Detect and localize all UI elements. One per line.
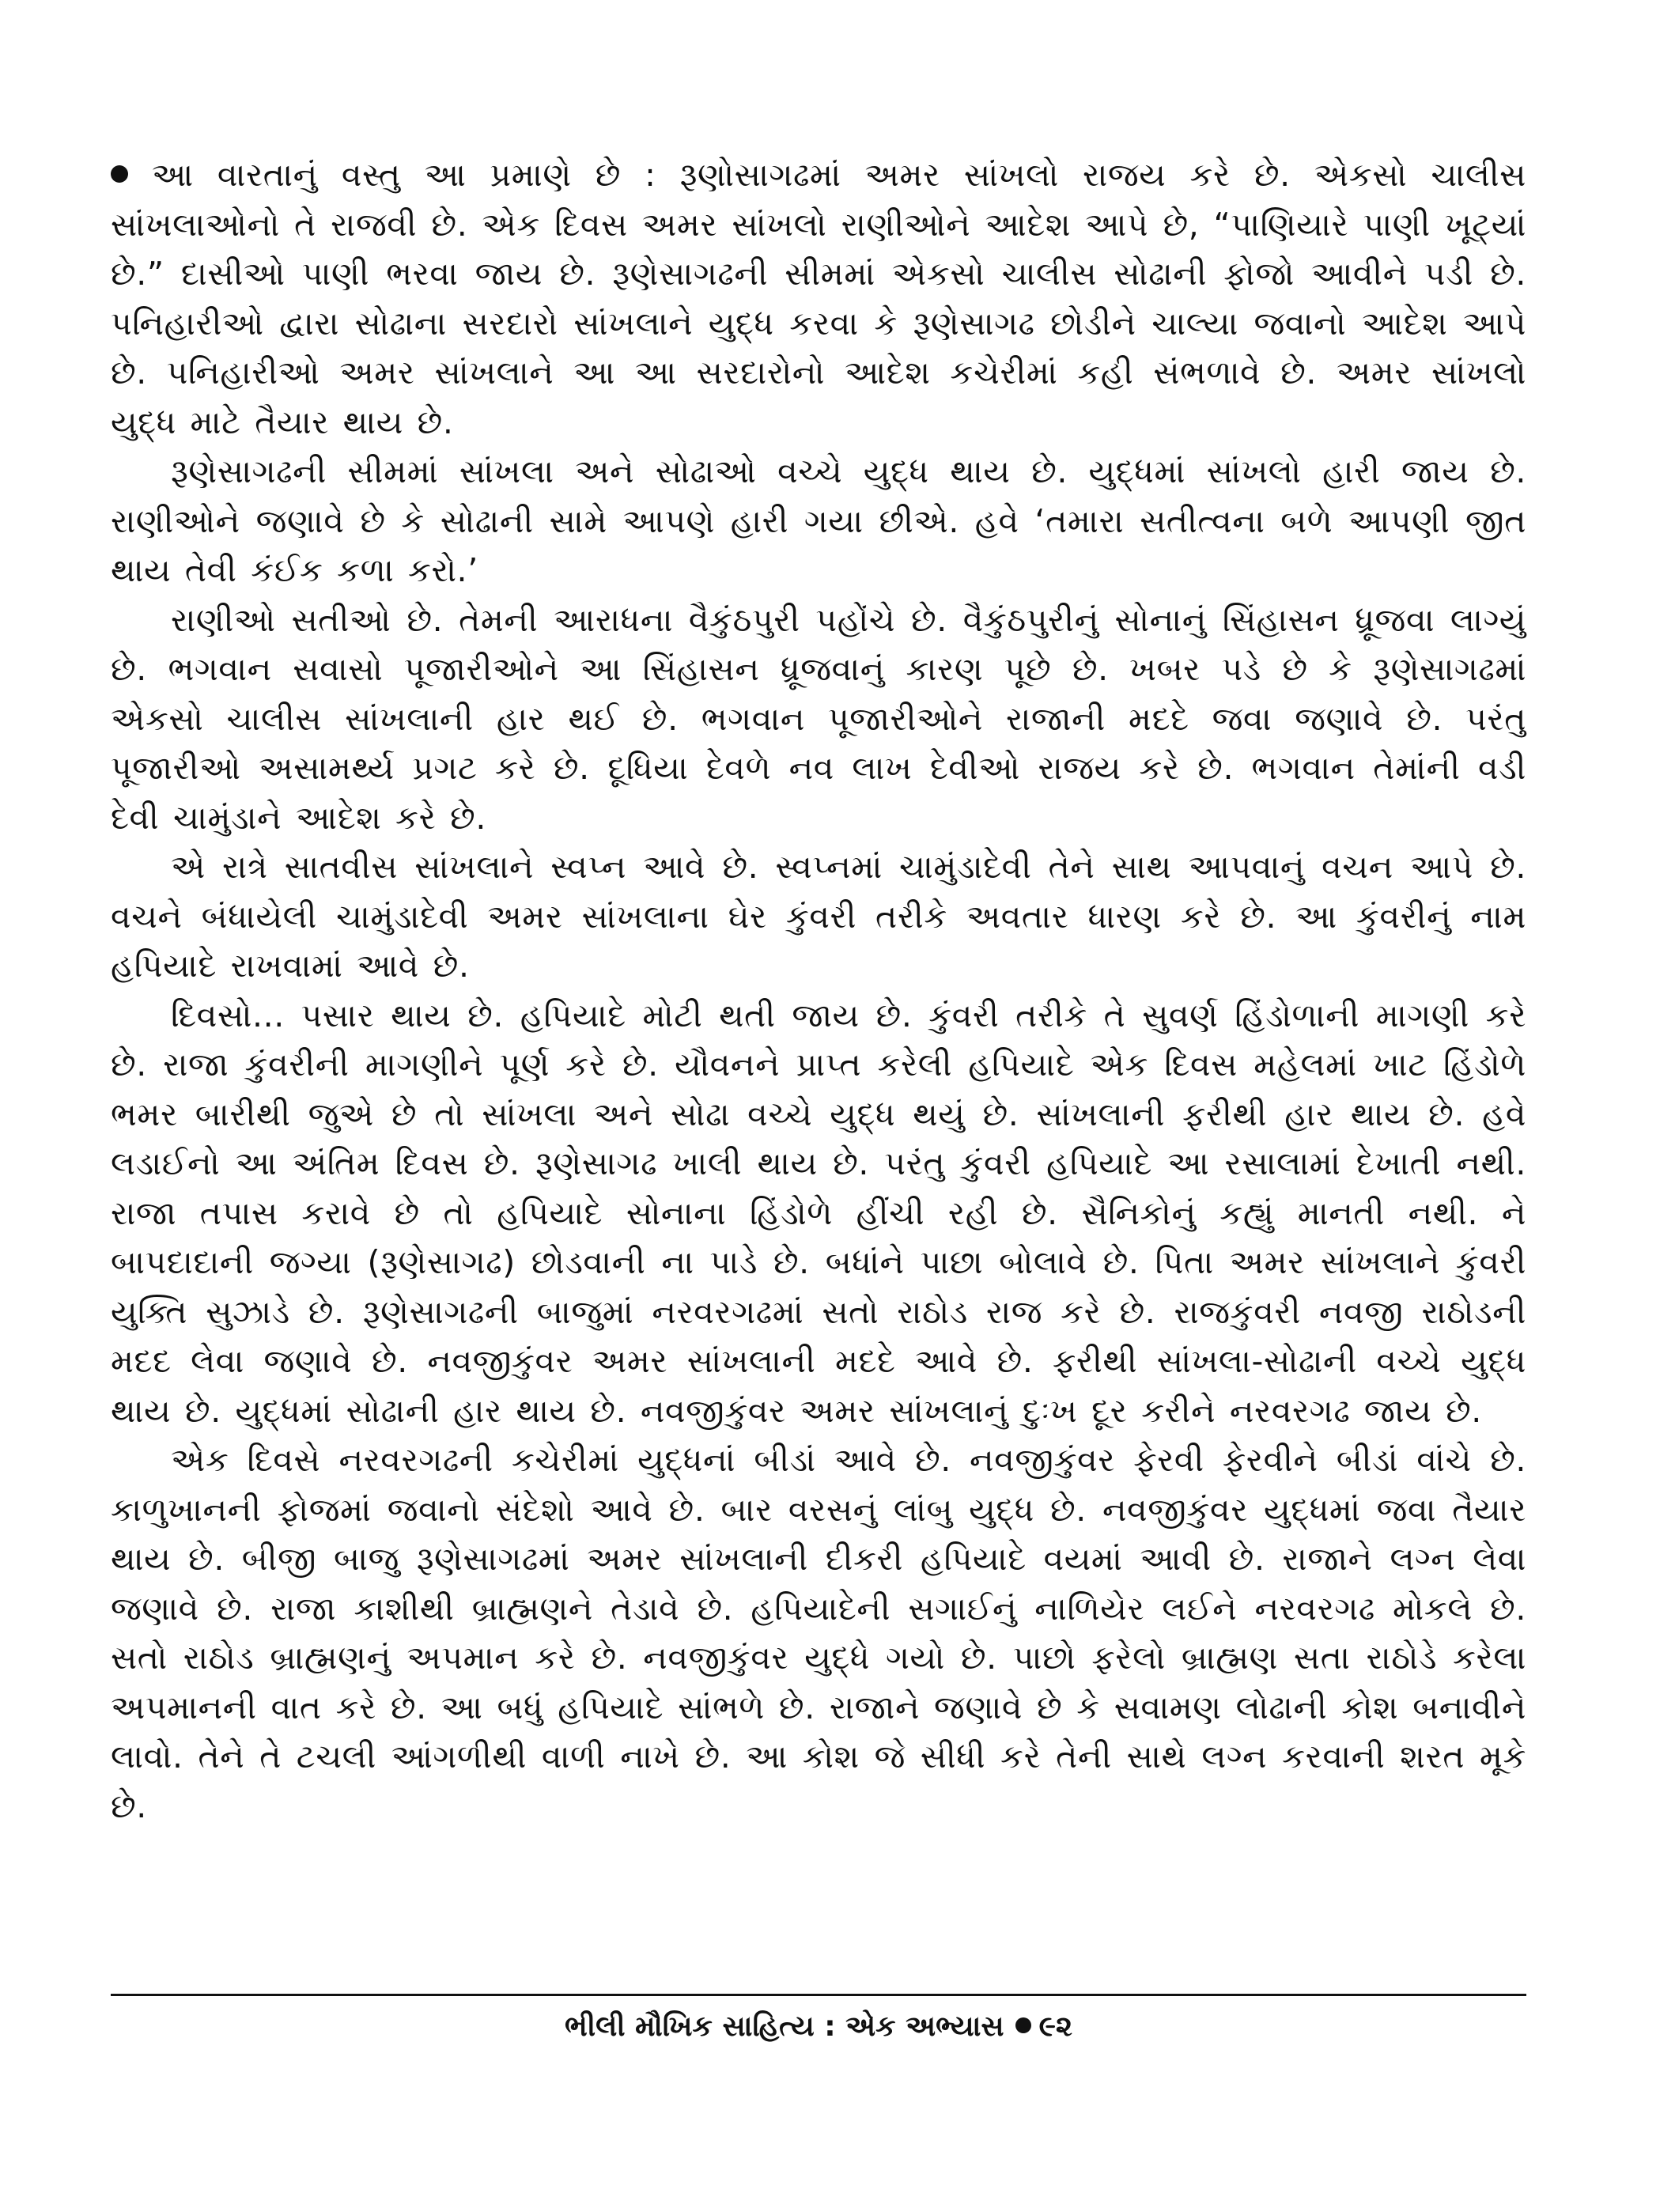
page-number: ૯૨ [1038, 2010, 1073, 2043]
paragraph-5: દિવસો... પસાર થાય છે. હપિયાદે મોટી થતી જાય છે. કુંવરી તરીકે તે સુવર્ણ હિંડોળાની માગણી કરે છે. રાજા કુંવરીની માગણીને પૂર્ણ કરે છે. યૌવનને પ્રાપ્ત કરેલી હપિયાદે એક દિવસ મહેલમાં ખાટ હિંડોળે ભમર બારીથી જુએ છે તો સાંખલા અને સોઢા વચ્ચે યુદ્ધ થયું છે. સાંખલાની ફરીથી હાર થાય છે. હવે લડાઈનો આ અંતિમ દિવસ છે. રૂણેસાગઢ ખાલી થાય છે. પરંતુ કુંવરી હપિયાદે આ રસાલામાં દેખાતી નથી. રાજા તપાસ કરાવે છે તો હપિયાદે સોનાના હિંડોળે હીંચી રહી છે. સૈનિકોનું કહ્યું માનતી નથી. ને બાપદાદાની જગ્યા (રૂણેસાગઢ) છોડવાની ના પાડે છે. બધાંને પાછા બોલાવે છે. પિતા અમર સાંખલાને કુંવરી યુક્તિ સુઝાડે છે. રૂણેસાગઢની બાજુમાં નરવરગઢમાં સતો રાઠોડ રાજ કરે છે. રાજકુંવરી નવજી રાઠોડની મદદ લેવા જણાવે છે. નવજીકુંવર અમર સાંખલાની મદદે આવે છે. ફરીથી સાંખલા-સોઢાની વચ્ચે યુદ્ધ થાય છે. યુદ્ધમાં સોઢાની હાર થાય છે. નવજીકુંવર અમર સાંખલાનું દુઃખ દૂર કરીને નરવરગઢ જાય છે. [111, 996, 1526, 1430]
footer-divider [111, 1994, 1526, 1996]
paragraph-1 [111, 150, 1526, 447]
paragraph-2: રૂણેસાગઢની સીમમાં સાંખલા અને સોઢાઓ વચ્ચે યુદ્ધ થાય છે. યુદ્ધમાં સાંખલો હારી જાય છે. રાણીઓને જણાવે છે કે સોઢાની સામે આપણે હારી ગયા છીએ. હવે ‘તમારા સતીત્વના બળે આપણી જીત થાય તેવી કંઈક કળા કરો.’ [111, 452, 1526, 589]
page-footer [111, 2007, 1526, 2047]
footer-bullet-icon [1015, 2017, 1031, 2033]
footer-book-title: ભીલી મૌખિક સાહિત્ય : એક અભ્યાસ [564, 2010, 1004, 2043]
paragraph-3: રાણીઓ સતીઓ છે. તેમની આરાધના વૈકુંઠપુરી પહોંચે છે. વૈકુંઠપુરીનું સોનાનું સિંહાસન ધ્રૂજવા લાગ્યું છે. ભગવાન સવાસો પૂજારીઓને આ સિંહાસન ધ્રૂજવાનું કારણ પૂછે છે. ખબર પડે છે કે રૂણેસાગઢમાં એકસો ચાલીસ સાંખલાની હાર થઈ છે. ભગવાન પૂજારીઓને રાજાની મદદે જવા જણાવે છે. પરંતુ પૂજારીઓ અસામર્થ્ય પ્રગટ કરે છે. દૂધિયા દેવળે નવ લાખ દેવીઓ રાજય કરે છે. ભગવાન તેમાંની વડી દેવી ચામુંડાને આદેશ કરે છે. [111, 600, 1526, 837]
page-body [111, 150, 1526, 1831]
paragraph-4: એ રાત્રે સાતવીસ સાંખલાને સ્વપ્ન આવે છે. સ્વપ્નમાં ચામુંડાદેવી તેને સાથ આપવાનું વચન આપે છે. વચને બંધાયેલી ચામુંડાદેવી અમર સાંખલાના ઘેર કુંવરી તરીકે અવતાર ધારણ કરે છે. આ કુંવરીનું નામ હપિયાદે રાખવામાં આવે છે. [111, 848, 1526, 985]
paragraph-1-text: આ વારતાનું વસ્તુ આ પ્રમાણે છે : રૂણોસાગઢમાં અમર સાંખલો રાજય કરે છે. એકસો ચાલીસ સાંખલાઓનો તે રાજવી છે. એક દિવસ અમર સાંખલો રાણીઓને આદેશ આપે છે, “પાણિયારે પાણી ખૂટ્યાં છે.” દાસીઓ પાણી ભરવા જાય છે. રૂણેસાગઢની સીમમાં એકસો ચાલીસ સોઢાની ફોજો આવીને પડી છે. પનિહારીઓ દ્વારા સોઢાના સરદારો સાંખલાને યુદ્ધ કરવા કે રૂણેસાગઢ છોડીને ચાલ્યા જવાનો આદેશ આપે છે. પનિહારીઓ અમર સાંખલાને આ આ સરદારોનો આદેશ કચેરીમાં કહી સંભળાવે છે. અમર સાંખલો યુદ્ધ માટે તૈયાર થાય છે. [111, 156, 1526, 441]
paragraph-6: એક દિવસે નરવરગઢની કચેરીમાં યુદ્ધનાં બીડાં આવે છે. નવજીકુંવર ફેરવી ફેરવીને બીડાં વાંચે છે. કાળુખાનની ફોજમાં જવાનો સંદેશો આવે છે. બાર વરસનું લાંબુ યુદ્ધ છે. નવજીકુંવર યુદ્ધમાં જવા તૈયાર થાય છે. બીજી બાજુ રૂણેસાગઢમાં અમર સાંખલાની દીકરી હપિયાદે વયમાં આવી છે. રાજાને લગ્ન લેવા જણાવે છે. રાજા કાશીથી બ્રાહ્મણને તેડાવે છે. હપિયાદેની સગાઈનું નાળિયેર લઈને નરવરગઢ મોકલે છે. સતો રાઠોડ બ્રાહ્મણનું અપમાન કરે છે. નવજીકુંવર યુદ્ધે ગયો છે. પાછો ફરેલો બ્રાહ્મણ સતા રાઠોડે કરેલા અપમાનની વાત કરે છે. આ બધું હપિયાદે સાંભળે છે. રાજાને જણાવે છે કે સવામણ લોઢાની કોશ બનાવીને લાવો. તેને તે ટચલી આંગળીથી વાળી નાખે છે. આ કોશ જે સીધી કરે તેની સાથે લગ્ન કરવાની શરત મૂકે છે. [111, 1441, 1526, 1825]
bullet-icon [111, 165, 128, 183]
